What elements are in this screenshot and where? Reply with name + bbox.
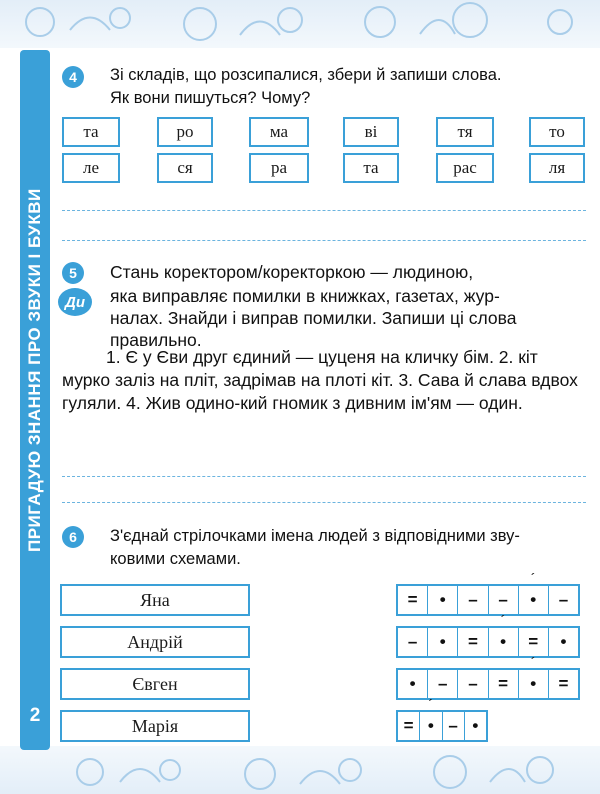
- scheme-cell: • ´: [489, 628, 519, 656]
- scheme-cell: •: [398, 670, 428, 698]
- top-decorative-band: [0, 0, 600, 48]
- task-6-line-1: З'єднай стрілочками імена людей з відповідними зву-: [110, 527, 520, 545]
- task-4-line-2: Як вони пишуться? Чому?: [110, 89, 311, 107]
- scheme-cell: =: [458, 628, 488, 656]
- stress-mark-icon: ´: [530, 570, 536, 586]
- scheme-cell: •: [472, 716, 479, 735]
- task-5-line-2: яка виправляє помилки в книжках, газетах, жур-: [110, 286, 500, 306]
- syllable-card: ма: [249, 117, 309, 147]
- scheme-cell: • ´: [420, 712, 442, 740]
- task-6-number: 6: [62, 526, 84, 548]
- name-box[interactable]: Яна: [60, 584, 250, 616]
- sound-scheme[interactable]: [396, 612, 580, 658]
- writing-line[interactable]: [62, 210, 586, 211]
- floral-pattern-icon: [0, 0, 600, 48]
- syllable-card: ро: [157, 117, 213, 147]
- syllable-card: та: [343, 153, 399, 183]
- syllable-card: ра: [249, 153, 309, 183]
- syllable-card: та: [62, 117, 120, 147]
- stress-mark-icon: ´: [428, 696, 434, 712]
- task-5-line-3: налах. Знайди і виправ помилки. Запиши ці слова: [110, 308, 517, 328]
- scheme-cell: =: [398, 712, 420, 740]
- page-number: 2: [29, 705, 41, 726]
- scheme-cell: =: [398, 586, 428, 614]
- sound-scheme[interactable]: [396, 570, 580, 616]
- scheme-cell: –: [558, 590, 569, 609]
- writing-line[interactable]: [62, 502, 586, 503]
- sound-scheme[interactable]: [396, 696, 488, 742]
- syllable-card: ля: [529, 153, 585, 183]
- stress-mark-icon: ´: [530, 654, 536, 670]
- task-4-number: 4: [62, 66, 84, 88]
- writing-line[interactable]: [62, 476, 586, 477]
- scheme-cell: =: [558, 674, 569, 693]
- bottom-decorative-band: [0, 746, 600, 794]
- syllable-card: рас: [436, 153, 494, 183]
- rule-icon: Ди: [58, 288, 92, 316]
- scheme-cell: –: [443, 712, 465, 740]
- floral-pattern-icon: [0, 746, 600, 794]
- scheme-cell: =: [519, 628, 549, 656]
- task-4-line-1: Зі складів, що розсипалися, збери й запиши слова.: [110, 66, 502, 84]
- scheme-cell: =: [489, 670, 519, 698]
- task-5-line-4: правильно.: [110, 330, 202, 350]
- stress-mark-icon: ´: [500, 612, 506, 628]
- scheme-cell: • ´: [519, 670, 549, 698]
- name-box[interactable]: Андрій: [60, 626, 250, 658]
- writing-line[interactable]: [62, 240, 586, 241]
- scheme-cell: –: [428, 670, 458, 698]
- task-5-line-1: Стань коректором/коректоркою — людиною,: [110, 262, 474, 282]
- name-box[interactable]: Євген: [60, 668, 250, 700]
- task-6-line-2: ковими схемами.: [110, 550, 241, 568]
- scheme-cell: –: [458, 670, 488, 698]
- scheme-cell: •: [428, 628, 458, 656]
- section-title: ПРИГАДУЮ ЗНАННЯ ПРО ЗВУКИ І БУКВИ: [25, 188, 44, 552]
- sound-scheme[interactable]: [396, 654, 580, 700]
- scheme-cell: •: [428, 586, 458, 614]
- scheme-cell: –: [458, 586, 488, 614]
- syllable-card: ві: [343, 117, 399, 147]
- error-sentences: 1. Є у Єви друг єдиний — цуценя на кличку бім. 2. кіт мурко заліз на пліт, задрімав на плоті кіт. 3. Сава й слава вдвох гуляли. 4. Жив одино-кий гномик з дивним ім'ям — один.: [62, 347, 578, 413]
- task-5-number: 5: [62, 262, 84, 284]
- name-box[interactable]: Марія: [60, 710, 250, 742]
- scheme-cell: –: [398, 628, 428, 656]
- syllable-card: ся: [157, 153, 213, 183]
- scheme-cell: • ´: [519, 586, 549, 614]
- scheme-cell: •: [560, 632, 567, 651]
- syllable-card: тя: [436, 117, 494, 147]
- syllable-card: ле: [62, 153, 120, 183]
- scheme-cell: –: [489, 586, 519, 614]
- syllable-card: то: [529, 117, 585, 147]
